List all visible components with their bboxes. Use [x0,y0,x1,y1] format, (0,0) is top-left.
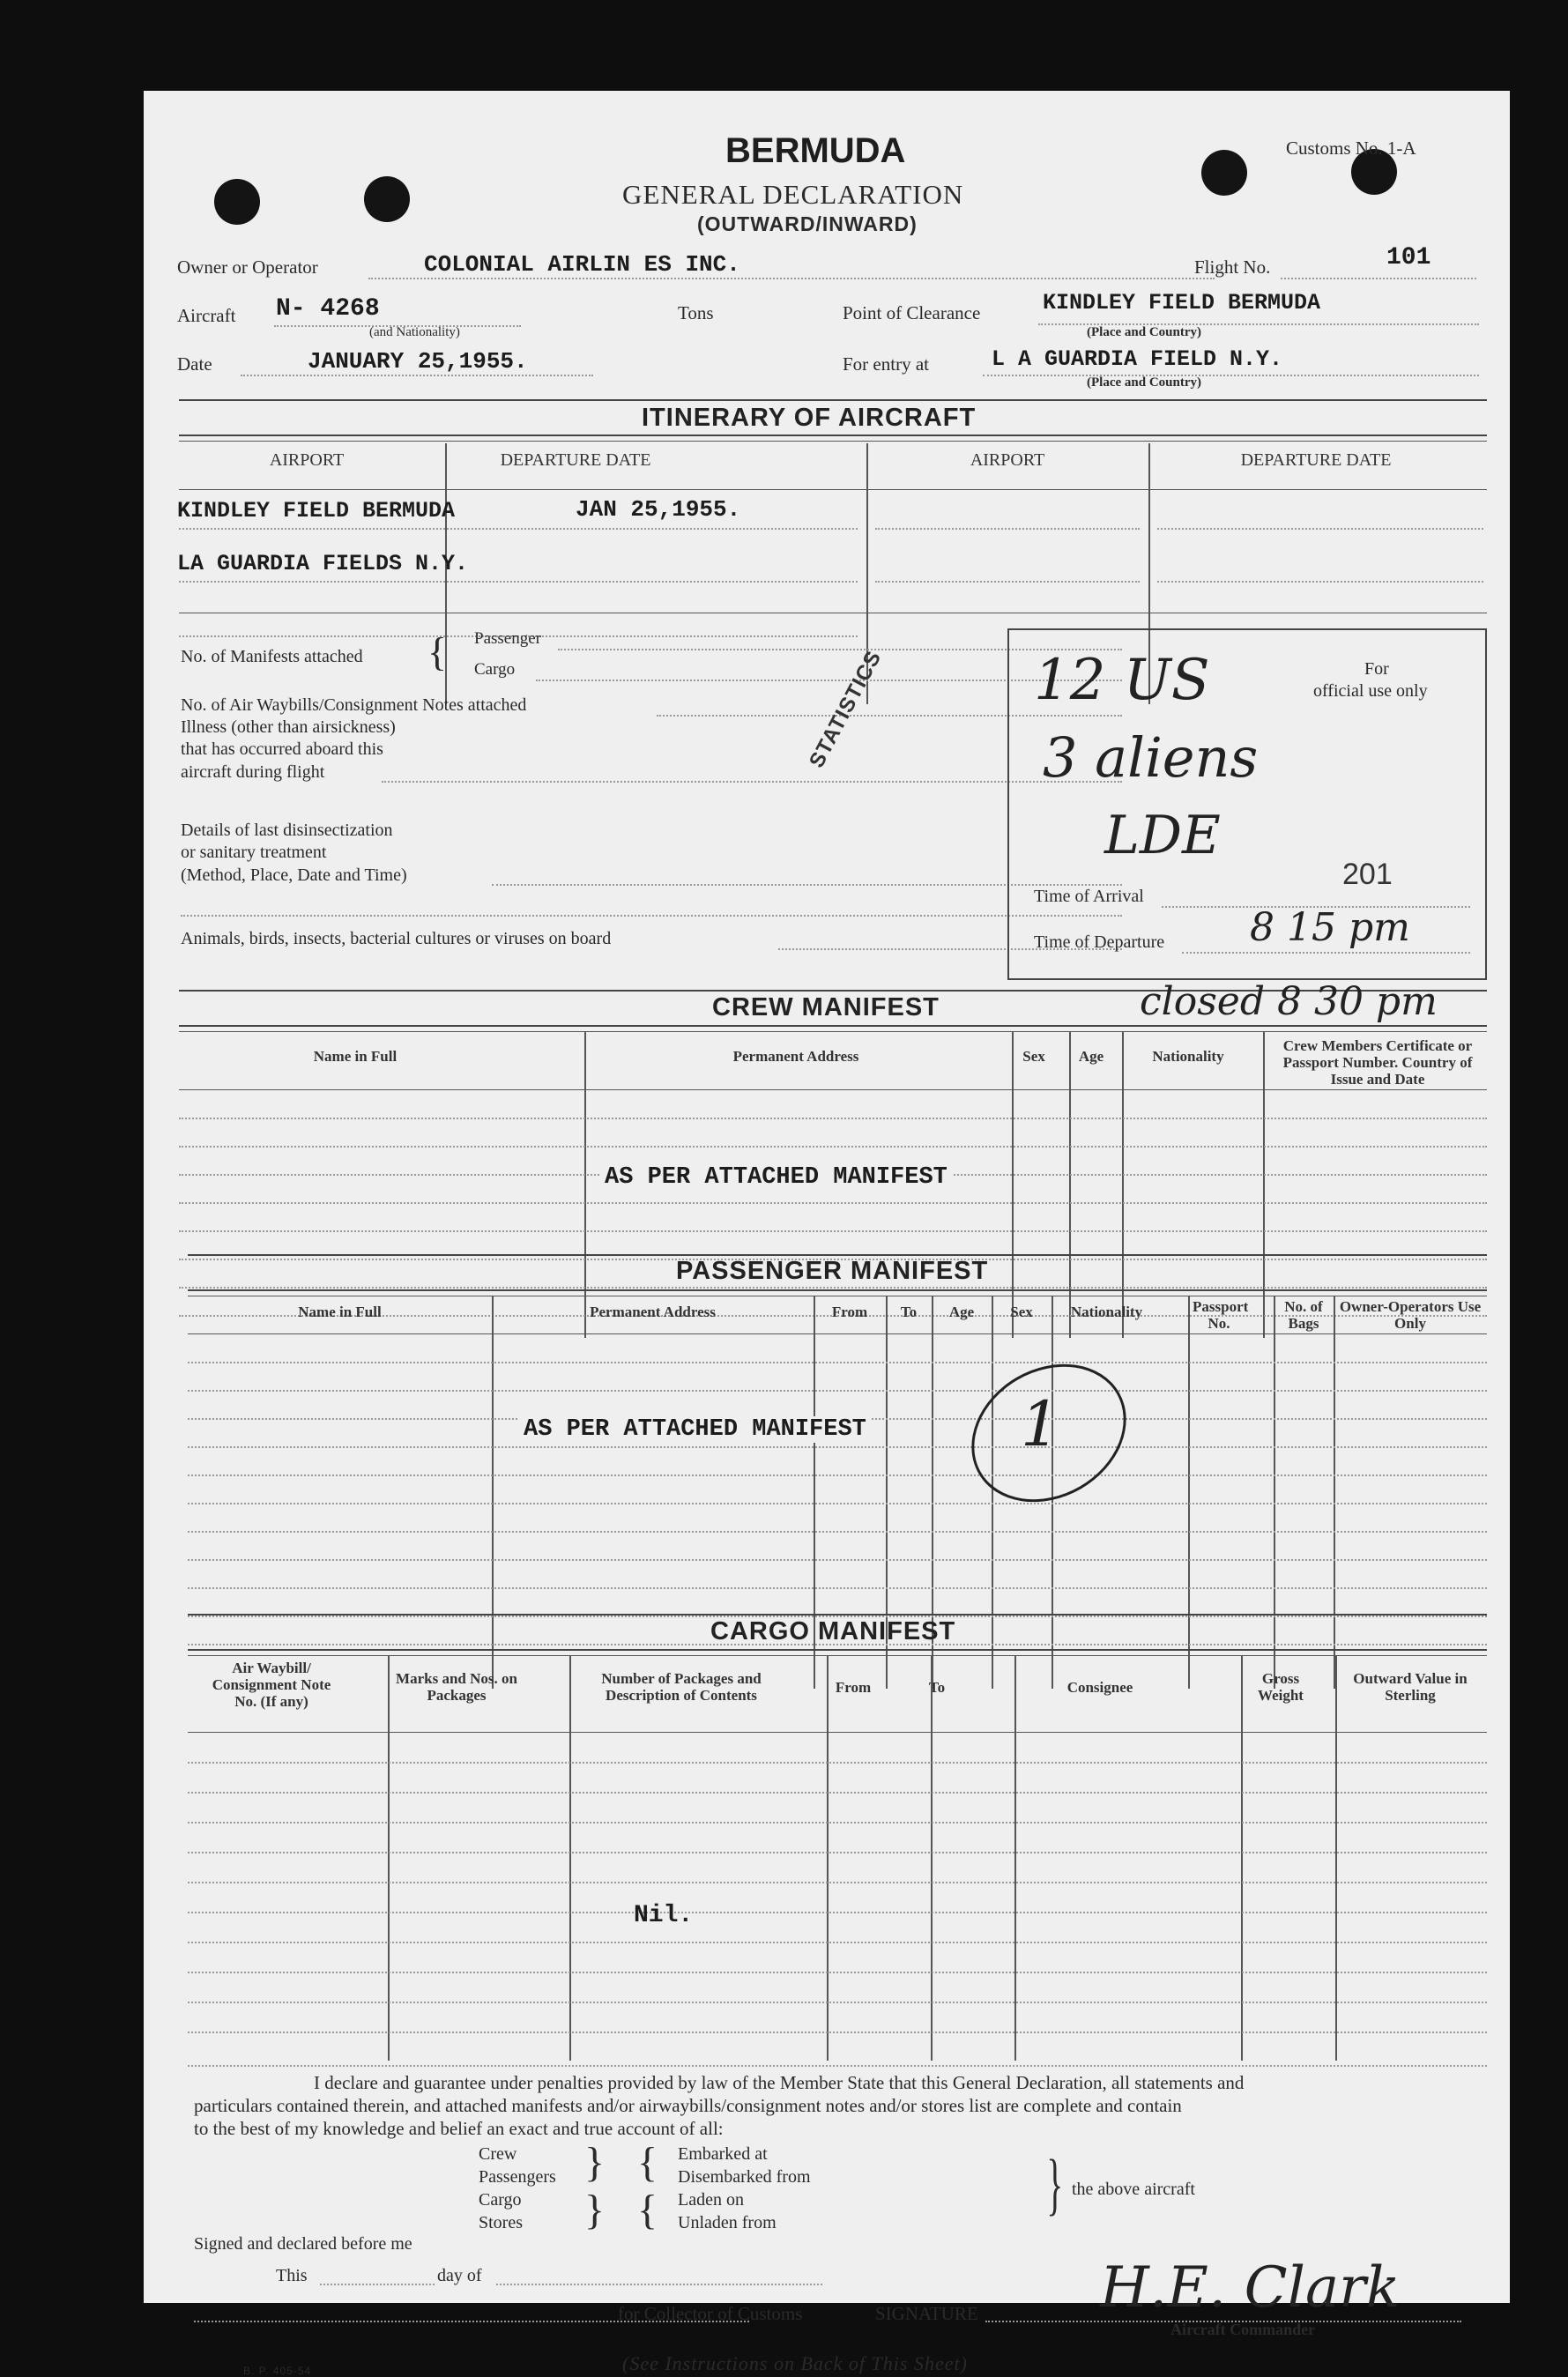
owner-label: Owner or Operator [177,256,318,278]
clearance-label: Point of Clearance [843,302,981,323]
hw-aliens-count: 3 aliens [1043,725,1259,790]
itin-header-airport-1: AIRPORT [269,450,345,470]
manifests-label: No. of Manifests attached [181,647,363,666]
illness-line-1: Illness (other than airsickness) [181,717,396,737]
punch-hole-1 [214,179,260,225]
hw-us-count: 12 US [1034,648,1210,713]
crew-header-sex: Sex [1022,1048,1045,1065]
crew-header-address: Permanent Address [732,1048,859,1065]
form-title: BERMUDA [725,131,906,170]
signature-label: SIGNATURE [875,2303,978,2324]
animals-label: Animals, birds, insects, bacterial cultures or viruses on board [181,929,612,948]
illness-line-3: aircraft during flight [181,762,325,782]
pax-header-address: Permanent Address [590,1304,716,1320]
crew-header-nationality: Nationality [1152,1048,1224,1065]
owner-value: COLONIAL AIRLIN ES INC. [424,251,740,278]
statistics-stamp: STATISTICS [805,646,887,772]
declaration-form [144,91,1510,2377]
brace-manifests: { [427,629,448,674]
pax-header-passport: Passport No. [1193,1298,1249,1332]
declaration-line-3: to the best of my knowledge and belief an exact and true account of all: [194,2118,724,2139]
hw-initials: LDE [1104,805,1221,866]
decl-embarked: Embarked at [678,2144,768,2164]
crew-header-certificate: Crew Members Certificate or Passport Number. Country of Issue and Date [1282,1037,1473,1088]
circled-number: 1 [1021,1388,1060,1460]
date-value: JANUARY 25,1955. [308,348,528,375]
crew-note: AS PER ATTACHED MANIFEST [599,1164,953,1191]
crew-header-age: Age [1078,1048,1104,1065]
cargo-header-weight: Gross Weight [1258,1670,1304,1704]
itin-airport-2: LA GUARDIA FIELDS N.Y. [177,551,469,576]
cargo-header-to: To [928,1679,946,1696]
aircraft-label: Aircraft [177,305,236,326]
decl-stores: Stores [479,2213,523,2232]
decl-crew: Crew [479,2144,517,2164]
cargo-header-from: From [835,1679,872,1696]
aircraft-value: N- 4268 [276,295,380,323]
manifests-passenger: Passenger [474,629,541,648]
itin-date-1: JAN 25,1955. [576,496,741,523]
brace-left-1: { [637,2139,658,2186]
brace-left-2: { [637,2187,658,2233]
signature-value: H.E. Clark [1100,2255,1401,2321]
flight-label: Flight No. [1194,256,1271,278]
form-subtitle: GENERAL DECLARATION [622,179,964,210]
pax-header-to: To [900,1304,918,1320]
declaration-line-2: particulars contained therein, and attached manifests and/or airwaybills/consignment notes and/or stores list are complete and contain [194,2095,1182,2116]
decl-laden: Laden on [678,2190,744,2210]
cargo-header-waybill: Air Waybill/ Consignment Note No. (If any) [212,1660,331,1710]
official-use-only: official use only [1313,681,1428,701]
this-label: This [276,2266,308,2285]
pax-header-age: Age [948,1304,975,1320]
cargo-note: Nil. [634,1902,694,1929]
punch-hole-3 [1201,150,1247,196]
disinsect-line-3: (Method, Place, Date and Time) [181,865,407,885]
instructions-note: (See Instructions on Back of This Sheet) [622,2352,968,2374]
nationality-note: (and Nationality) [369,325,460,339]
decl-cargo: Cargo [479,2190,522,2210]
pax-header-bags: No. of Bags [1284,1298,1323,1332]
brace-right-2: } [584,2187,606,2233]
departure-value: 8 15 pm [1250,905,1410,950]
place-note-2: (Place and Country) [1087,375,1201,390]
arrival-label: Time of Arrival [1034,887,1144,906]
pax-header-nationality: Nationality [1070,1304,1143,1320]
form-direction: (OUTWARD/INWARD) [697,212,918,235]
itin-header-date-2: DEPARTURE DATE [1240,450,1392,470]
decl-passengers: Passengers [479,2167,556,2187]
signed-label: Signed and declared before me [194,2234,412,2254]
passenger-note: AS PER ATTACHED MANIFEST [518,1416,872,1443]
date-label: Date [177,353,212,375]
crew-title: CREW MANIFEST [712,993,940,1021]
itin-airport-1: KINDLEY FIELD BERMUDA [177,498,456,524]
customs-number: Customs No. 1-A [1286,137,1416,159]
pax-header-sex: Sex [1010,1304,1033,1320]
closed-note: closed 8 30 pm [1140,979,1438,1024]
brace-aircraft: } [1046,2145,1064,2222]
entry-label: For entry at [843,353,929,375]
arrival-value: 201 [1342,858,1393,891]
crew-header-name: Name in Full [313,1048,398,1065]
decl-unladen: Unladen from [678,2213,777,2232]
cargo-header-value: Outward Value in Sterling [1353,1670,1468,1704]
brace-right-1: } [584,2139,606,2186]
decl-aircraft: the above aircraft [1072,2180,1195,2199]
flight-value: 101 [1386,244,1431,271]
place-note-1: (Place and Country) [1087,325,1201,339]
tons-label: Tons [678,302,714,323]
form-code: B. P. 405-54 [243,2365,312,2377]
passenger-title: PASSENGER MANIFEST [676,1257,989,1285]
manifests-cargo: Cargo [474,660,516,679]
commander-label: Aircraft Commander [1170,2321,1316,2338]
illness-line-2: that has occurred aboard this [181,739,383,759]
cargo-header-marks: Marks and Nos. on Packages [396,1670,517,1704]
day-of-label: day of [437,2266,482,2285]
disinsect-line-2: or sanitary treatment [181,843,327,862]
pax-header-owner-use: Owner-Operators Use Only [1339,1298,1482,1332]
collector-label: for Collector of Customs [618,2303,803,2324]
itin-header-date-1: DEPARTURE DATE [500,450,651,470]
itinerary-title: ITINERARY OF AIRCRAFT [642,404,977,432]
pax-header-from: From [831,1304,868,1320]
cargo-header-consignee: Consignee [1066,1679,1133,1696]
punch-hole-2 [364,176,410,222]
departure-label: Time of Departure [1034,932,1165,952]
decl-disembarked: Disembarked from [678,2167,811,2187]
itin-header-airport-2: AIRPORT [970,450,1045,470]
declaration-line-1: I declare and guarantee under penalties provided by law of the Member State that this General Declaration, all statements and [314,2072,1245,2093]
pax-header-name: Name in Full [298,1304,382,1320]
entry-value: L A GUARDIA FIELD N.Y. [992,346,1283,372]
clearance-value: KINDLEY FIELD BERMUDA [1043,290,1321,316]
disinsect-line-1: Details of last disinsectization [181,821,393,840]
cargo-title: CARGO MANIFEST [710,1617,956,1645]
cargo-header-packages: Number of Packages and Description of Contents [601,1670,762,1704]
official-for: For [1364,659,1389,679]
waybills-label: No. of Air Waybills/Consignment Notes attached [181,695,527,715]
